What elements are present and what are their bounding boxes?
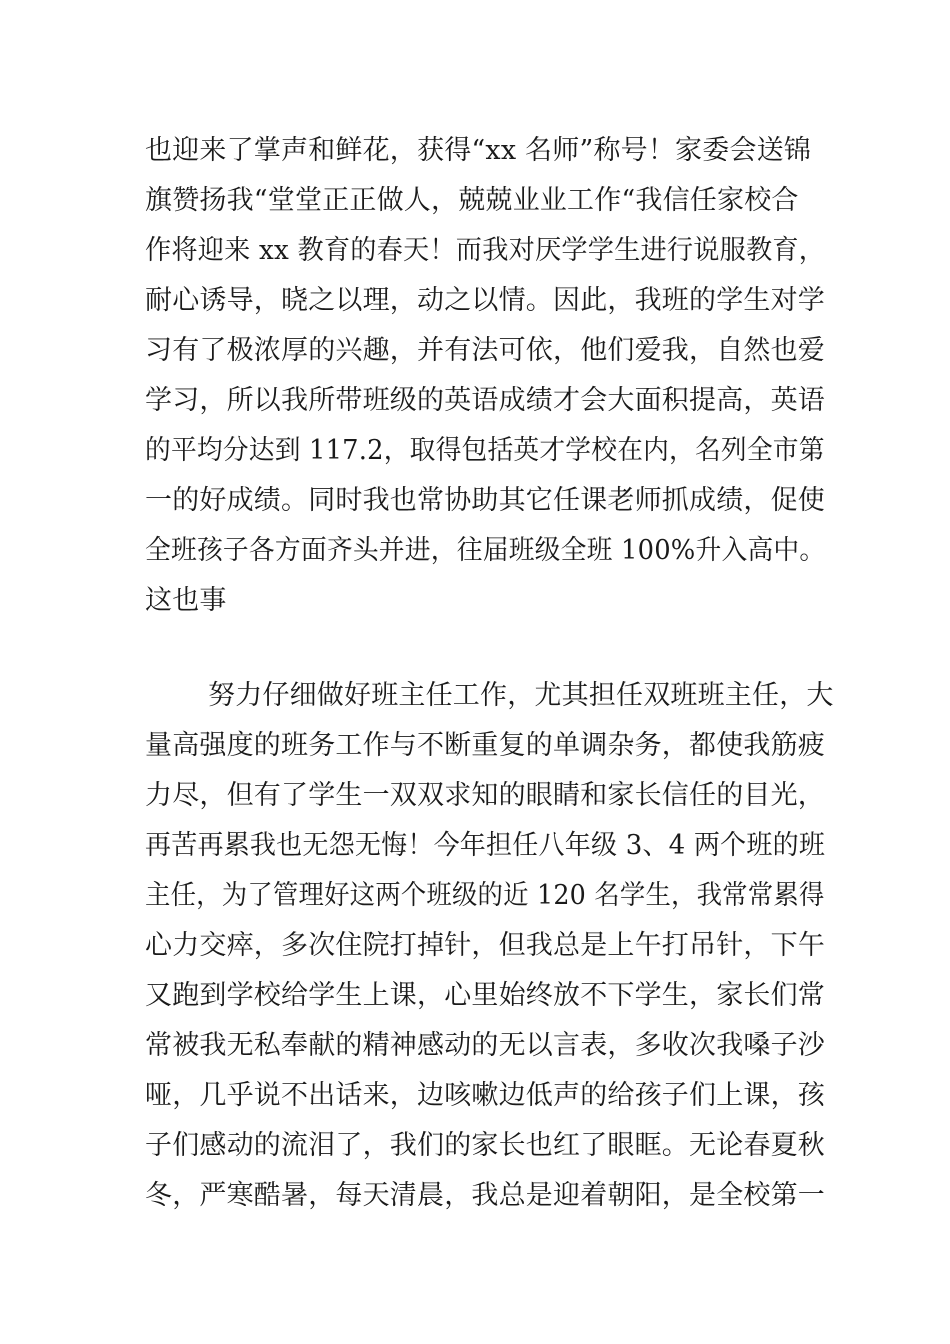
paragraph-1-line-3: 作将迎来 xx 教育的春天！而我对厌学学生进行说服教育，: [145, 235, 826, 266]
paragraph-1-line-5: 习有了极浓厚的兴趣，并有法可依，他们爱我，自然也爱: [145, 335, 825, 366]
paragraph-2-line-1: 努力仔细做好班主任工作，尤其担任双班班主任，大: [208, 680, 834, 711]
paragraph-1-line-2: 旗赞扬我“堂堂正正做人，兢兢业业工作“我信任家校合: [145, 185, 799, 216]
paragraph-2-line-9: 哑，几乎说不出话来，边咳嗽边低声的给孩子们上课，孩: [145, 1080, 825, 1111]
paragraph-2-line-8: 常被我无私奉献的精神感动的无以言表，多收次我嗓子沙: [145, 1030, 825, 1061]
paragraph-2-line-2: 量高强度的班务工作与不断重复的单调杂务，都使我筋疲: [145, 730, 825, 761]
paragraph-2-line-6: 心力交瘁，多次住院打掉针，但我总是上午打吊针，下午: [145, 930, 825, 961]
paragraph-1-line-10: 这也事: [145, 585, 227, 616]
paragraph-1-line-8: 一的好成绩。同时我也常协助其它任课老师抓成绩，促使: [145, 485, 825, 516]
paragraph-2-line-3: 力尽，但有了学生一双双求知的眼睛和家长信任的目光，: [145, 780, 825, 811]
paragraph-2-line-10: 子们感动的流泪了，我们的家长也红了眼眶。无论春夏秋: [145, 1130, 825, 1161]
paragraph-1-line-6: 学习，所以我所带班级的英语成绩才会大面积提高，英语: [145, 385, 825, 416]
paragraph-2-line-7: 又跑到学校给学生上课，心里始终放不下学生，家长们常: [145, 980, 825, 1011]
paragraph-1-line-4: 耐心诱导，晓之以理，动之以情。因此，我班的学生对学: [145, 285, 825, 316]
paragraph-2-line-4: 再苦再累我也无怨无悔！今年担任八年级 3、4 两个班的班: [145, 830, 826, 861]
paragraph-1-line-9: 全班孩子各方面齐头并进，往届班级全班 100%升入高中。: [145, 535, 826, 566]
paragraph-1-line-1: 也迎来了掌声和鲜花，获得“xx 名师”称号！家委会送锦: [145, 135, 812, 166]
paragraph-2-line-11: 冬，严寒酷暑，每天清晨，我总是迎着朝阳，是全校第一: [145, 1180, 825, 1211]
paragraph-2-line-5: 主任，为了管理好这两个班级的近 120 名学生，我常常累得: [145, 880, 825, 911]
paragraph-1-line-7: 的平均分达到 117.2，取得包括英才学校在内，名列全市第: [145, 435, 825, 466]
